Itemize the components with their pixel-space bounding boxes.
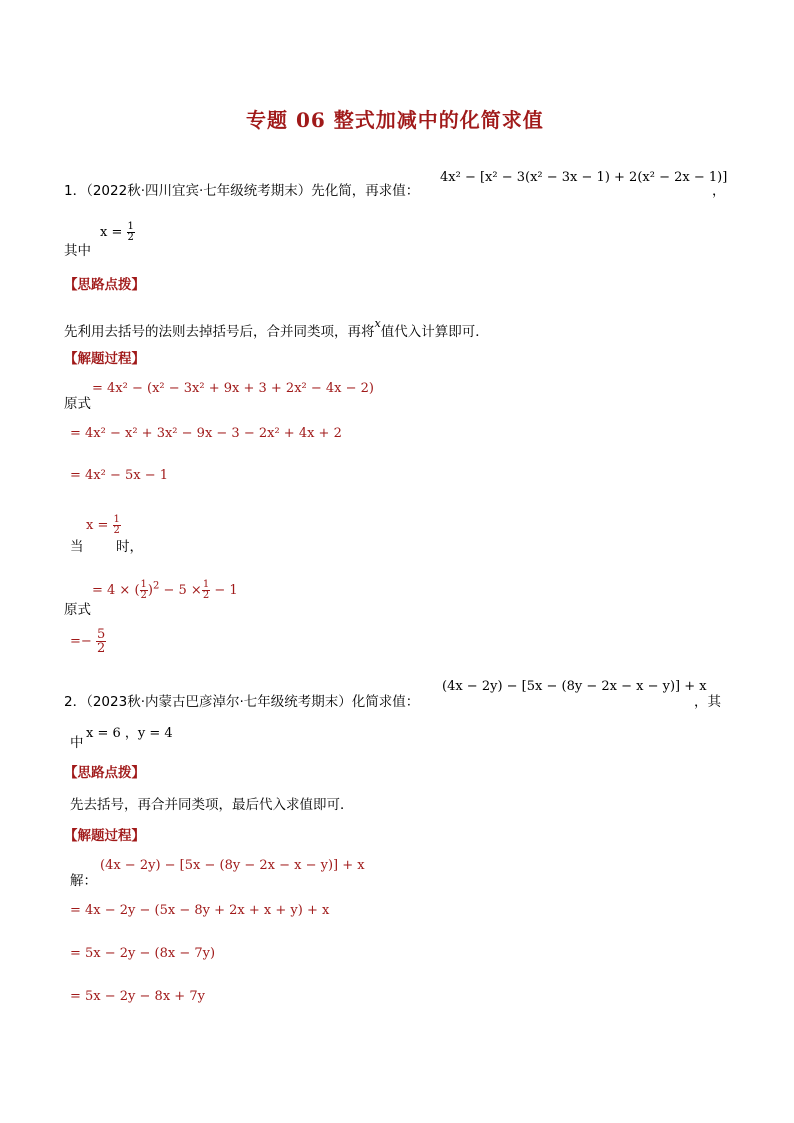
q1-yuanshi-2: 原式 <box>64 602 91 618</box>
q2-jie: 解： <box>70 873 97 889</box>
page-title: 专题 06 整式加减中的化简求值 <box>246 108 544 132</box>
q2-step-0: (4x − 2y) − [5x − (8y − 2x − x − y)] + x <box>100 858 365 873</box>
q1-expression: 4x² − [x² − 3(x² − 3x − 1) + 2(x² − 2x − 1)] <box>440 170 728 185</box>
q1-step-4-frac2 <box>202 580 210 601</box>
q1-x-frac-den: 2 <box>127 232 134 243</box>
q1-step-4-d: − 1 <box>210 583 238 598</box>
q1-step-1: = 4x² − (x² − 3x² + 9x + 3 + 2x² − 4x − 2) <box>92 381 375 396</box>
q1-step-4-a: = 4 × ( <box>92 583 140 598</box>
q1-dang: 当 <box>70 539 84 555</box>
q1-step-4-frac2-num: 1 <box>202 579 210 590</box>
q1-step-2: = 4x² − x² + 3x² − 9x − 3 − 2x² + 4x + 2 <box>70 426 342 441</box>
q1-step-3: = 4x² − 5x − 1 <box>70 468 169 483</box>
q2-step-2: = 5x − 2y − (8x − 7y) <box>70 946 216 961</box>
q1-step-4-b: ) <box>147 583 153 598</box>
q1-dang-x <box>86 515 121 536</box>
q2-values: x = 6 ，y = 4 <box>86 726 173 741</box>
q1-step-4-sup: 2 <box>152 580 160 592</box>
q2-step-3: = 5x − 2y − 8x + 7y <box>70 989 205 1004</box>
q1-prefix: 1．（2022秋·四川宜宾·七年级统考期末）先化简，再求值： <box>64 183 420 199</box>
q1-dang-fraction <box>113 515 121 536</box>
q1-x-eq: x = <box>100 225 123 240</box>
q1-process-label: 【解题过程】 <box>64 351 145 367</box>
q1-answer-eq: =− <box>70 634 92 649</box>
q2-hint-label: 【思路点拨】 <box>64 765 145 781</box>
q2-prefix: 2．（2023秋·内蒙古巴彦淖尔·七年级统考期末）化简求值： <box>64 694 420 710</box>
q1-step-4-frac1-den: 2 <box>140 590 147 601</box>
q2-tail: ，其 <box>694 694 721 710</box>
q1-where: 其中 <box>64 243 91 259</box>
q1-x-value <box>100 222 135 243</box>
q1-step-4-frac1-num: 1 <box>140 579 147 590</box>
q1-step-4-frac2-den: 2 <box>202 590 210 601</box>
q1-x-fraction <box>127 222 135 243</box>
q1-dang-frac-den: 2 <box>113 525 120 536</box>
q1-dang-frac-num: 1 <box>113 514 120 525</box>
q1-answer-num: 5 <box>96 627 106 642</box>
q1-hint-var: x <box>374 317 381 330</box>
q1-hint-text <box>64 317 489 340</box>
q1-answer-fraction <box>96 628 106 655</box>
q1-answer-den: 2 <box>96 641 106 656</box>
q2-hint-text: 先去括号，再合并同类项，最后代入求值即可． <box>70 797 354 813</box>
q1-dang-x-eq: x = <box>86 518 109 533</box>
q2-zhong: 中 <box>70 735 84 751</box>
q1-step-4-frac1 <box>140 580 148 601</box>
q1-hint-label: 【思路点拨】 <box>64 277 145 293</box>
q1-x-frac-num: 1 <box>127 221 134 232</box>
q1-hint-main: 先利用去括号的法则去掉括号后，合并同类项，再将 <box>64 324 375 340</box>
q2-expression: (4x − 2y) − [5x − (8y − 2x − x − y)] + x <box>442 679 707 694</box>
q1-yuanshi-1: 原式 <box>64 396 91 412</box>
q1-answer <box>70 628 106 655</box>
q2-step-1: = 4x − 2y − (5x − 8y + 2x + x + y) + x <box>70 903 330 918</box>
q1-step-4-c: − 5 × <box>159 583 202 598</box>
q1-step-4 <box>92 580 238 601</box>
q1-hint-tail: 值代入计算即可． <box>380 324 489 340</box>
q1-shi: 时， <box>116 539 143 555</box>
q2-process-label: 【解题过程】 <box>64 828 145 844</box>
q1-comma: ， <box>712 183 726 199</box>
